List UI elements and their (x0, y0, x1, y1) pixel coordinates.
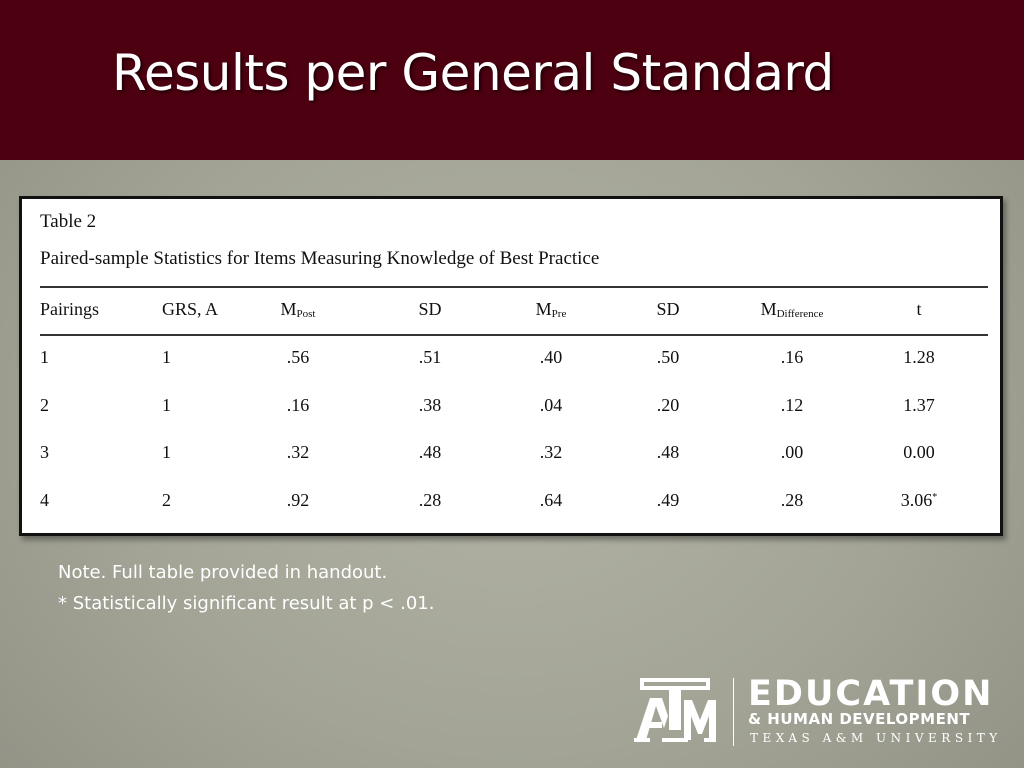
table-cell (657, 347, 680, 368)
table-subtitle: Paired-sample Statistics for Items Measuring Knowledge of Best Practice (40, 248, 600, 269)
logo-university-text: TEXAS A&M UNIVERSITY (750, 731, 1002, 745)
table-caption: Table 2 (40, 211, 97, 232)
table-cell (903, 442, 935, 463)
header-label: M (760, 299, 777, 319)
table-cell (162, 395, 171, 416)
table-cell (419, 490, 442, 511)
logo-divider (733, 678, 734, 746)
table-cell (781, 347, 804, 368)
table-rule-top (40, 286, 988, 288)
table-cell (540, 442, 563, 463)
header-label: M (535, 299, 552, 319)
cell-value: .48 (418, 442, 442, 462)
table-cell (419, 442, 442, 463)
table-cell (287, 395, 310, 416)
table-cell (419, 347, 442, 368)
slide-title: Results per General Standard (112, 44, 834, 102)
table-cell (657, 395, 680, 416)
logo-human-development-text: & HUMAN DEVELOPMENT (748, 710, 971, 728)
table-cell (40, 395, 49, 416)
table-cell (162, 442, 171, 463)
note-line-significance: * Statistically significant result at p < .01. (58, 593, 435, 614)
header-label: M (280, 299, 297, 319)
table-cell (419, 395, 442, 416)
cell-value: .20 (656, 395, 680, 415)
tamu-education-logo (634, 676, 1004, 754)
table-header-cell (281, 299, 316, 320)
atm-logo-icon (634, 678, 716, 744)
header-label: SD (418, 299, 442, 319)
cell-value: 1 (162, 395, 171, 415)
table-cell (540, 490, 563, 511)
table-header-cell (162, 299, 218, 320)
cell-value: .40 (539, 347, 563, 367)
header-subscript: Difference (776, 308, 824, 320)
table-cell (287, 442, 310, 463)
table-cell (781, 395, 804, 416)
cell-value: .12 (780, 395, 804, 415)
table-header-cell (418, 299, 441, 320)
cell-value: .50 (656, 347, 680, 367)
table-cell (540, 395, 563, 416)
header-subscript: Pre (551, 308, 567, 320)
header-label: Pairings (40, 299, 100, 319)
cell-value: 1.28 (903, 347, 935, 367)
cell-value: 2 (162, 490, 171, 510)
cell-value: .32 (539, 442, 563, 462)
table-rule-header (40, 334, 988, 336)
cell-value: 3 (40, 442, 49, 462)
table-header-cell (916, 299, 921, 320)
cell-value: 0.00 (903, 442, 935, 462)
cell-value: .49 (656, 490, 680, 510)
cell-value: 1 (162, 347, 171, 367)
table-cell (540, 347, 563, 368)
cell-value: .56 (286, 347, 310, 367)
header-label: SD (656, 299, 680, 319)
cell-value: .04 (539, 395, 563, 415)
table-cell (287, 347, 310, 368)
table-cell (657, 490, 680, 511)
table-cell (40, 347, 49, 368)
table-cell (162, 347, 171, 368)
logo-education-text: EDUCATION (748, 674, 994, 714)
cell-value: 1.37 (903, 395, 935, 415)
note-block (58, 557, 434, 619)
statistics-table (19, 196, 1003, 536)
cell-value: .38 (418, 395, 442, 415)
table-header-cell (656, 299, 679, 320)
table-cell (781, 442, 804, 463)
cell-value: 3.06 (900, 490, 933, 510)
header-label: GRS, A (162, 299, 219, 319)
cell-value: 4 (40, 490, 49, 510)
table-cell (657, 442, 680, 463)
cell-value: 2 (40, 395, 49, 415)
table-header-cell (761, 299, 824, 320)
cell-value: .64 (539, 490, 563, 510)
table-cell (162, 490, 171, 511)
note-line-handout: Note. Full table provided in handout. (58, 562, 388, 583)
title-bar (0, 0, 1024, 160)
cell-value: .16 (780, 347, 804, 367)
significance-mark: * (932, 492, 938, 503)
table-header-cell (40, 299, 99, 320)
cell-value: 1 (162, 442, 171, 462)
cell-value: 1 (40, 347, 49, 367)
table-cell (287, 490, 310, 511)
table-header-cell (536, 299, 567, 320)
table-cell (903, 347, 935, 368)
cell-value: .32 (286, 442, 310, 462)
cell-value: .16 (286, 395, 310, 415)
header-subscript: Post (296, 308, 316, 320)
table-cell (903, 395, 935, 416)
table-cell (901, 490, 938, 511)
header-label: t (916, 299, 922, 319)
cell-value: .28 (780, 490, 804, 510)
table-cell (781, 490, 804, 511)
table-cell (40, 442, 49, 463)
cell-value: .28 (418, 490, 442, 510)
cell-value: .51 (418, 347, 442, 367)
cell-value: .00 (780, 442, 804, 462)
cell-value: .48 (656, 442, 680, 462)
table-cell (40, 490, 49, 511)
cell-value: .92 (286, 490, 310, 510)
